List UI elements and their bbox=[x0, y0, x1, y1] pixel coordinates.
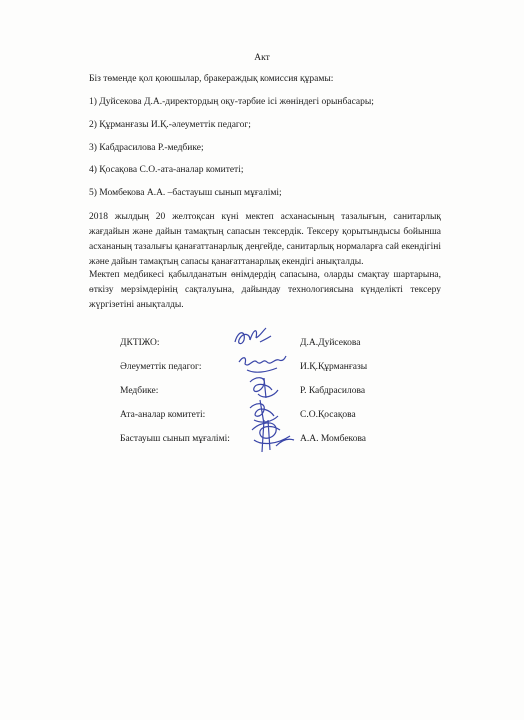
member-line-5: 5) Момбекова А.А. –бастауыш сынып мұғалімі; bbox=[89, 188, 282, 198]
signature-row-primary-teacher bbox=[0, 434, 524, 454]
handwritten-signature-icon bbox=[246, 416, 296, 459]
member-line-2: 2) Құрманғазы И.Қ.-әлеуметтік педагог; bbox=[89, 120, 251, 130]
signature-role: ДКТІЖО: bbox=[120, 338, 160, 348]
intro-line: Біз төменде қол қоюшылар, бракераждық комиссия құрамы: bbox=[89, 74, 334, 84]
member-line-3: 3) Кабдрасилова Р.-медбике; bbox=[89, 143, 204, 153]
nurse-paragraph: Мектеп медбикесі қабылданатын өнімдердің сапасына, оларды смақтау шартарына, өткізу мерзімдерінің сақталуына, дайындау технологиясына күнделікті тексеру жүргізетіні анықталды. bbox=[89, 270, 441, 310]
document-title: Акт bbox=[254, 53, 270, 63]
member-line-1: 1) Дуйсекова Д.А.-директордың оқу-тәрбие ісі жөніндегі орынбасары; bbox=[89, 97, 374, 107]
signature-role: Медбике: bbox=[120, 386, 159, 396]
signature-name: Д.А.Дуйсекова bbox=[300, 338, 361, 348]
signature-role: Әлеуметтік педагог: bbox=[120, 362, 202, 372]
findings-paragraph: 2018 жылдың 20 желтоқсан күні мектеп асханасының тазалығын, санитарлық жағдайын және дайын тамақтың сапасын тексердік. Тексеру қорытындысы бойынша асхананың тазалығы қанағаттанарлық деңгейде, санитарлық нормаларға сай екендігіні және дайын тамақтың сапасы қанағаттанарлық екендігі анықталды. bbox=[89, 212, 441, 267]
member-line-4: 4) Қосақова С.О.-ата-аналар комитеті; bbox=[89, 165, 244, 175]
signature-role: Бастауыш сынып мұғалімі: bbox=[120, 434, 230, 444]
signature-role: Ата-аналар комитеті: bbox=[120, 410, 206, 420]
signature-name: Р. Кабдрасилова bbox=[300, 386, 366, 396]
signature-name: А.А. Момбекова bbox=[300, 434, 367, 444]
signature-name: И.Қ.Құрманғазы bbox=[300, 362, 368, 372]
signature-name: С.О.Қосақова bbox=[300, 410, 356, 420]
